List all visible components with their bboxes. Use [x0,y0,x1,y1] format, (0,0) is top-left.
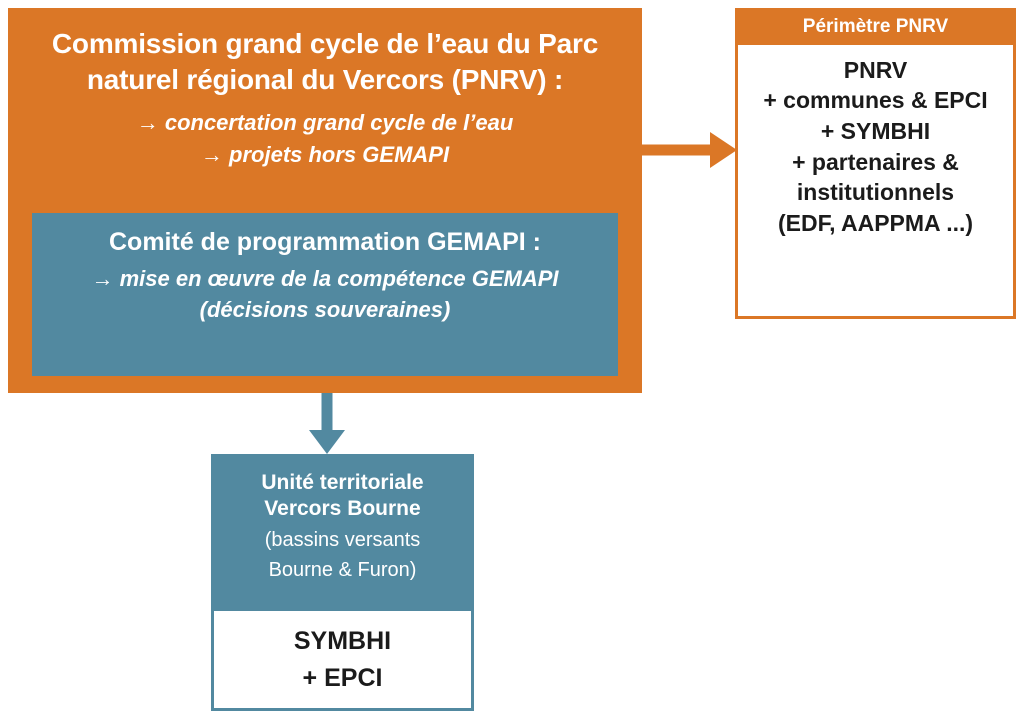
perimetre-line-2: + communes & EPCI [763,87,988,114]
unite-title-line-2: Vercors Bourne [264,497,421,521]
perimetre-line-5: institutionnels [796,179,955,206]
unite-member-2: + EPCI [302,663,383,692]
perimetre-line-4: + partenaires & [792,148,959,175]
gemapi-line-2: (décisions souveraines) [199,297,451,323]
perimetre-line-6: (EDF, AAPPMA ...) [777,209,974,236]
commission-bullets [8,107,642,171]
gemapi-title: Comité de programmation GEMAPI : [109,228,541,256]
gemapi-lines [44,264,606,326]
arrow-commission-to-perimetre [642,132,737,168]
unite-title-line-1: Unité territoriale [261,471,424,494]
unite-territoriale-header [211,454,474,611]
unite-member-1: SYMBHI [293,627,392,656]
perimetre-line-3: + SYMBHI [820,118,931,145]
perimetre-pnrv-header: Périmètre PNRV [738,11,1013,45]
unite-territoriale-members [211,611,474,711]
commission-title: Commission grand cycle de l’eau du Parc naturel régional du Vercors (PNRV) : [51,28,599,96]
unite-subtitle-line-1: (bassins versants [264,528,421,551]
commission-bullet-2: → projets hors GEMAPI [200,141,450,167]
commission-bullet-1: → concertation grand cycle de l’eau [136,109,514,135]
gemapi-line-1: → mise en œuvre de la compétence GEMAPI [91,266,559,292]
perimetre-pnrv-box [735,8,1016,319]
unite-subtitle-line-2: Bourne & Furon) [268,558,417,581]
perimetre-line-1: PNRV [843,56,908,83]
gemapi-programming-committee-box [32,213,618,376]
perimetre-pnrv-body [738,45,1013,238]
unite-territoriale-box [211,454,474,711]
